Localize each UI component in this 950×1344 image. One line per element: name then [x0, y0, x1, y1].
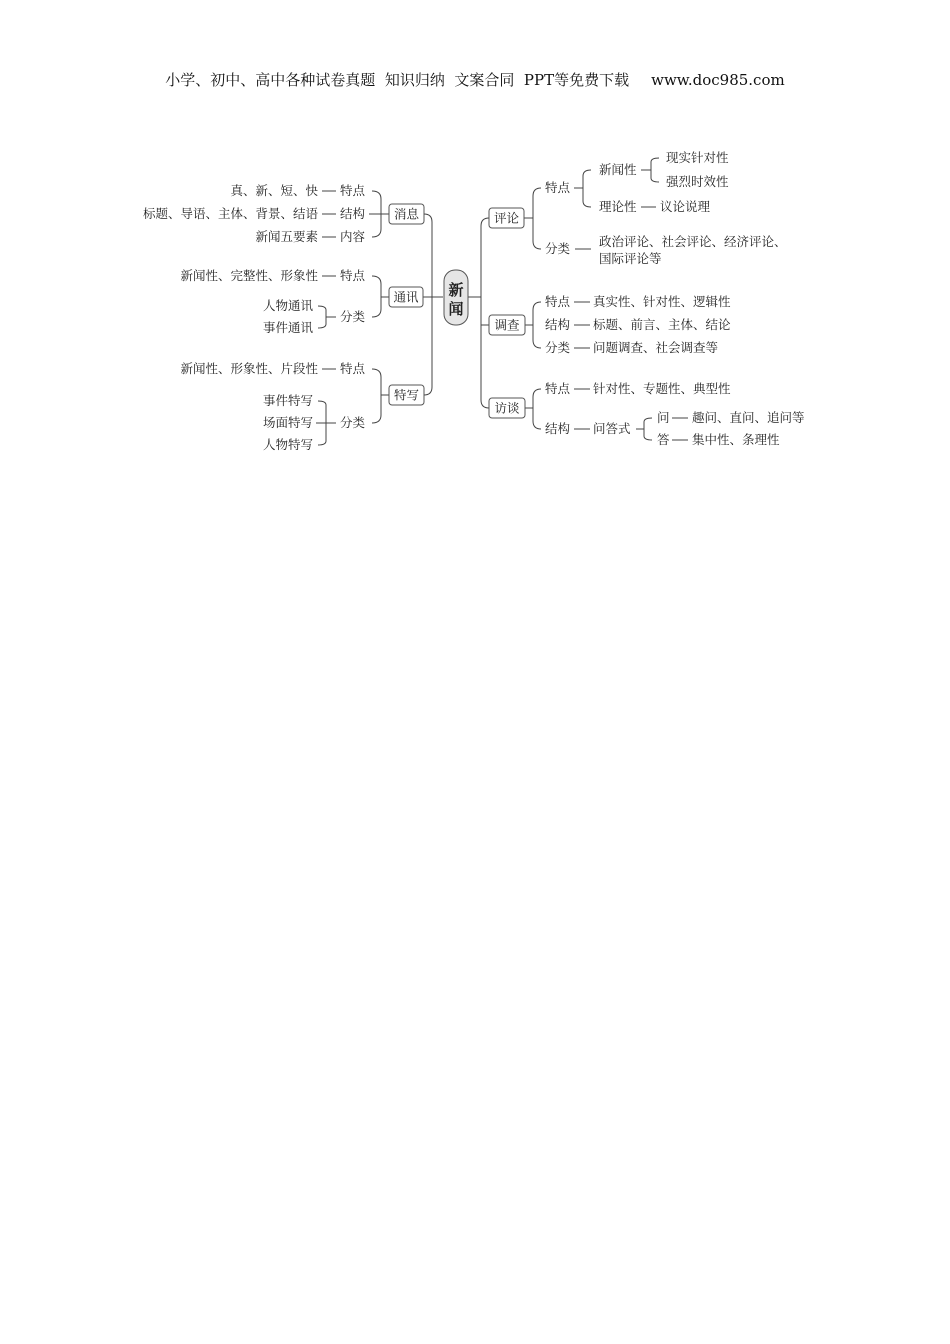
tongxun-type-1: 人物通讯	[262, 298, 313, 313]
tongxun-type-2: 事件通讯	[262, 320, 313, 335]
branch-texie	[180, 361, 424, 452]
branch-tongxun	[180, 268, 423, 335]
pinglun-fenlei-key: 分类	[545, 241, 571, 256]
center-label-1: 新	[448, 281, 464, 299]
texie-type-3: 人物特写	[262, 437, 313, 452]
texie-feature-content: 新闻性、形象性、片段性	[180, 361, 318, 376]
branch-diaocha	[489, 294, 731, 355]
fangtan-feature-content: 针对性、专题性、典型性	[593, 381, 731, 396]
tongxun-types-key: 分类	[340, 309, 366, 324]
header-site: www.doc985.com	[651, 71, 785, 89]
diaocha-feature-key: 特点	[545, 294, 571, 309]
texie-type-2: 场面特写	[262, 415, 313, 430]
diaocha-structure-content: 标题、前言、主体、结论	[593, 317, 731, 332]
pinglun-fenlei-line-2: 国际评论等	[599, 251, 662, 266]
fangtan-feature-key: 特点	[545, 381, 571, 396]
fangtan-structure-form: 问答式	[593, 421, 631, 436]
fangtan-a-content: 集中性、条理性	[692, 432, 780, 447]
texie-feature-key: 特点	[340, 361, 366, 376]
xiaoxi-feature-content: 真、新、短、快	[230, 183, 318, 198]
pinglun-fenlei-line-1: 政治评论、社会评论、经济评论、	[599, 234, 787, 249]
fangtan-structure-key: 结构	[545, 421, 571, 436]
branch-pinglun	[489, 150, 787, 266]
tongxun-feature-key: 特点	[340, 268, 366, 283]
tongxun-feature-content: 新闻性、完整性、形象性	[180, 268, 318, 283]
center-label-2: 闻	[448, 300, 464, 318]
node-pinglun: 评论	[493, 210, 520, 226]
diaocha-feature-content: 真实性、针对性、逻辑性	[593, 294, 731, 309]
fangtan-q-content: 趣问、直问、追问等	[692, 410, 805, 425]
branch-fangtan	[489, 381, 805, 447]
node-xiaoxi: 消息	[393, 206, 420, 222]
node-texie: 特写	[393, 387, 420, 403]
xiaoxi-content-content: 新闻五要素	[255, 229, 318, 244]
pinglun-lilun-sub: 议论说理	[660, 199, 711, 214]
pinglun-feature-key: 特点	[545, 180, 571, 195]
pinglun-lilunxing: 理论性	[599, 199, 637, 214]
pinglun-xinwenxing: 新闻性	[599, 162, 637, 177]
xiaoxi-content-key: 内容	[340, 229, 366, 244]
fangtan-a-key: 答	[657, 432, 670, 447]
texie-type-1: 事件特写	[262, 393, 313, 408]
diaocha-fenlei-key: 分类	[545, 340, 571, 355]
node-fangtan: 访谈	[494, 400, 520, 416]
diaocha-structure-key: 结构	[545, 317, 571, 332]
xiaoxi-structure-content: 标题、导语、主体、背景、结语	[142, 206, 318, 221]
xiaoxi-structure-key: 结构	[340, 206, 366, 221]
pinglun-xinwen-sub-1: 现实针对性	[666, 150, 729, 165]
node-diaocha: 调查	[494, 317, 520, 333]
pinglun-xinwen-sub-2: 强烈时效性	[666, 174, 729, 189]
fangtan-q-key: 问	[657, 410, 670, 425]
xiaoxi-feature-key: 特点	[340, 183, 366, 198]
center-node	[444, 270, 468, 325]
node-tongxun: 通讯	[393, 289, 419, 305]
diaocha-fenlei-content: 问题调查、社会调查等	[593, 340, 719, 355]
texie-types-key: 分类	[340, 415, 366, 430]
header-text: 小学、初中、高中各种试卷真题 知识归纳 文案合同 PPT等免费下载	[165, 71, 630, 89]
